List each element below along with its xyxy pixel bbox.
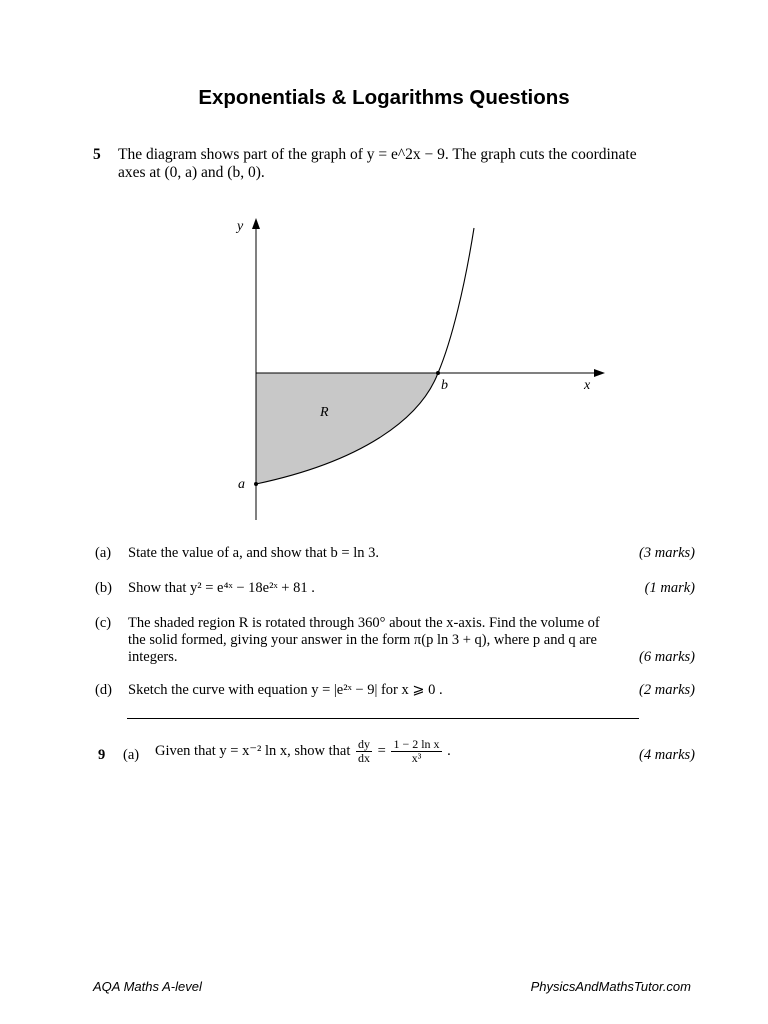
footer-left: AQA Maths A-level xyxy=(93,979,202,994)
part-a-marks: (3 marks) xyxy=(639,545,695,561)
shaded-region-r xyxy=(256,373,438,484)
part-d-label: (d) xyxy=(95,682,112,698)
question-5-number: 5 xyxy=(93,146,101,163)
part-b-text: Show that y² = e⁴ˣ − 18e²ˣ + 81 . xyxy=(128,580,315,596)
derivative-fraction xyxy=(356,738,372,765)
question-9-part-a-marks: (4 marks) xyxy=(639,747,695,763)
point-a-label: a xyxy=(238,477,245,492)
part-a-label: (a) xyxy=(95,545,112,561)
question-9-part-a-text xyxy=(155,738,451,765)
part-c-text xyxy=(128,615,668,666)
question-9-part-a-label: (a) xyxy=(123,747,140,763)
question-5-intro-line-1: The diagram shows part of the graph of y = e^2x − 9. The graph cuts the coordinate xyxy=(118,146,637,163)
point-b xyxy=(436,371,440,375)
derivative-denominator: dx xyxy=(358,751,370,765)
period: . xyxy=(447,742,451,759)
part-d-text: Sketch the curve with equation y = |e²ˣ − 9| for x ⩾ 0 . xyxy=(128,682,443,698)
result-fraction xyxy=(391,738,441,765)
part-c-label: (c) xyxy=(95,615,112,631)
part-b-label: (b) xyxy=(95,580,112,596)
point-b-label: b xyxy=(441,378,448,393)
part-c-line-1: The shaded region R is rotated through 360° about the x-axis. Find the volume of xyxy=(128,615,600,631)
equals-sign: = xyxy=(377,742,386,759)
x-axis-arrow xyxy=(594,369,605,377)
x-axis-label: x xyxy=(584,378,591,393)
part-c-line-2: the solid formed, giving your answer in the form π(p ln 3 + q), where p and q are xyxy=(128,632,597,648)
curve-upper xyxy=(438,228,474,373)
point-a xyxy=(254,482,258,486)
y-axis-arrow xyxy=(252,218,260,229)
region-r-label: R xyxy=(320,405,329,420)
part-c-marks: (6 marks) xyxy=(639,649,695,665)
result-numerator: 1 − 2 ln x xyxy=(393,737,440,751)
question-5-intro-line-2: axes at (0, a) and (b, 0). xyxy=(118,164,265,181)
part-a-text: State the value of a, and show that b = ln 3. xyxy=(128,545,379,561)
section-divider xyxy=(127,718,639,719)
part-c-line-3: integers. xyxy=(128,649,178,665)
result-denominator: x³ xyxy=(411,751,422,765)
part-d-marks: (2 marks) xyxy=(639,682,695,698)
question-9-number: 9 xyxy=(98,747,106,763)
derivative-numerator: dy xyxy=(358,737,370,751)
y-axis-label: y xyxy=(237,219,244,234)
footer-right: PhysicsAndMathsTutor.com xyxy=(530,979,691,994)
page-title: Exponentials & Logarithms Questions xyxy=(198,86,570,109)
question-9-text: Given that y = x⁻² ln x, show that xyxy=(155,742,351,759)
part-b-marks: (1 mark) xyxy=(644,580,695,596)
